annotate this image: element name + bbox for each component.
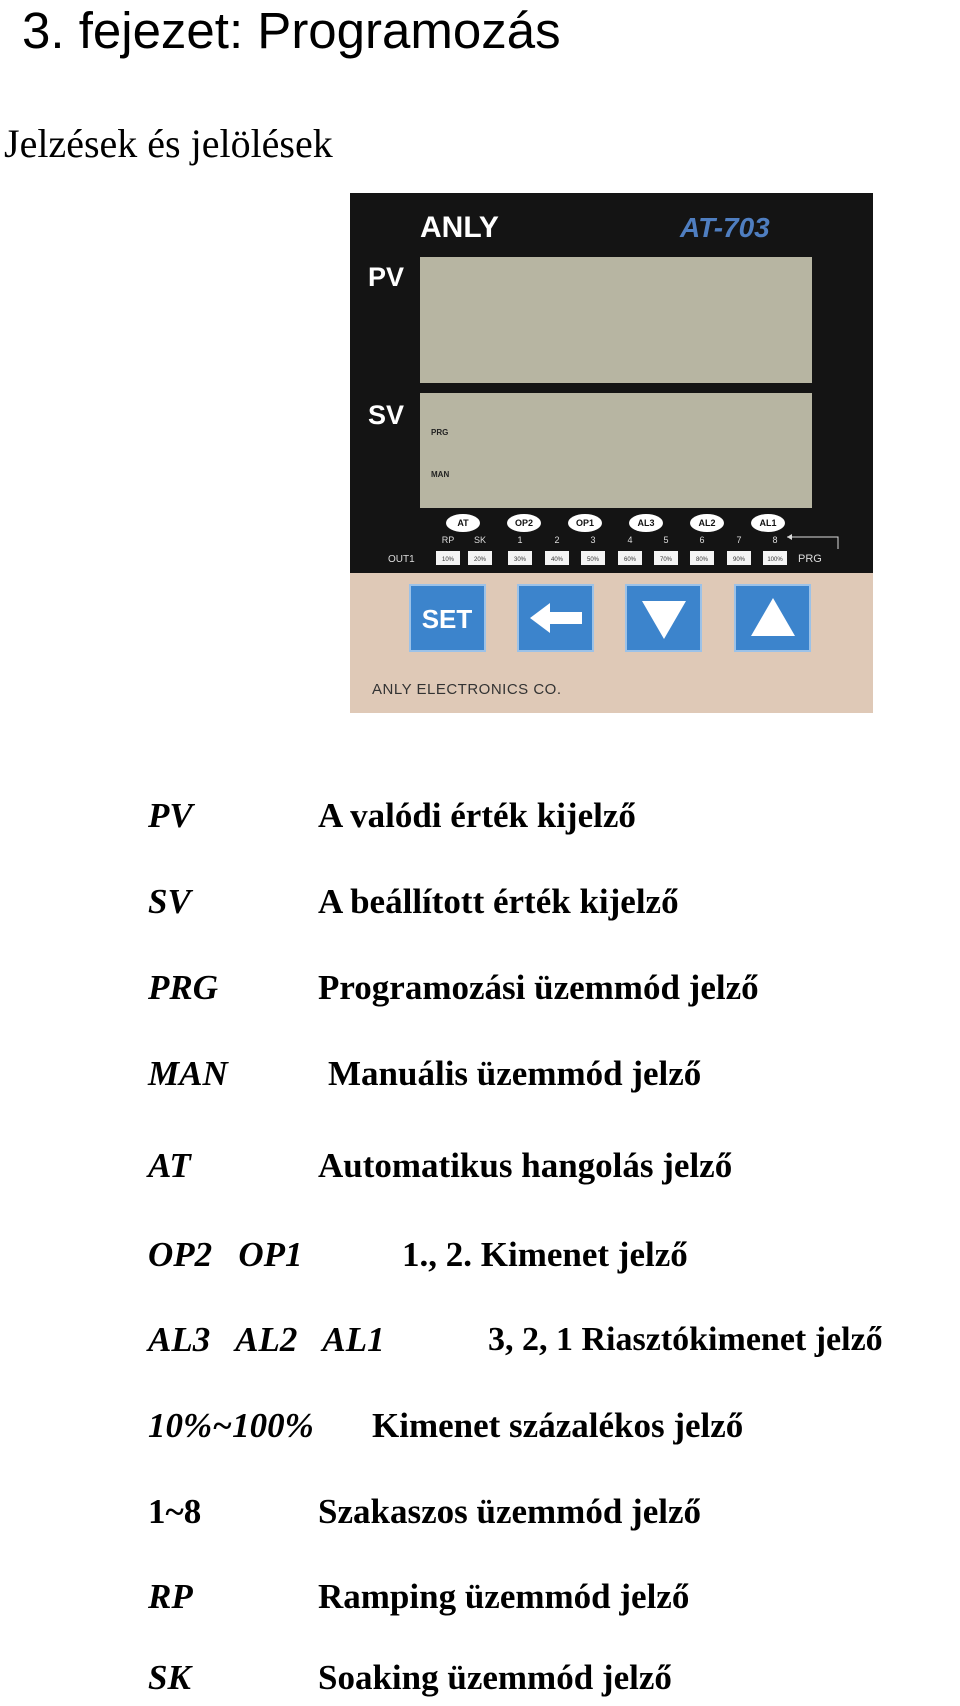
percent-box-label: 50% — [586, 557, 600, 563]
legend-description: Automatikus hangolás jelző — [318, 1146, 733, 1185]
percent-box-label: 10% — [441, 557, 455, 563]
indicator-label: AL3 — [637, 518, 655, 528]
percent-box-label: 80% — [695, 557, 709, 563]
percent-box-label: 40% — [550, 557, 564, 563]
legend-term: AT — [148, 1146, 191, 1185]
set-button-label: SET — [421, 604, 473, 634]
legend-term: OP2 OP1 — [148, 1235, 303, 1274]
percent-box-label: 30% — [513, 557, 527, 563]
legend-description: Programozási üzemmód jelző — [318, 968, 759, 1007]
legend-description: 3, 2, 1 Riasztókimenet jelző — [488, 1321, 883, 1358]
controller-illustration — [350, 193, 873, 713]
model-label: AT-703 — [680, 212, 770, 243]
percent-box-label: 100% — [767, 557, 783, 563]
step-label: 6 — [699, 535, 705, 545]
legend-term: MAN — [148, 1054, 228, 1093]
pv-label: PV — [368, 262, 405, 292]
step-label: 7 — [736, 535, 742, 545]
indicator-label: AT — [457, 518, 469, 528]
indicator-label: AL1 — [759, 518, 777, 528]
legend-term: PV — [148, 796, 193, 835]
legend-term: PRG — [148, 968, 218, 1007]
up-key[interactable] — [735, 585, 810, 651]
man-mode-indicator: MAN — [431, 470, 450, 479]
prg-mode-indicator: PRG — [431, 428, 449, 437]
chapter-title: 3. fejezet: Programozás — [22, 2, 561, 59]
legend-description: Szakaszos üzemmód jelző — [318, 1492, 702, 1531]
step-label: 3 — [590, 535, 596, 545]
percent-box-label: 20% — [473, 557, 487, 563]
step-label: 5 — [663, 535, 669, 545]
sv-display — [420, 393, 812, 508]
indicator-label: OP2 — [514, 518, 534, 528]
controller-front-panel — [350, 193, 873, 713]
legend-description: Ramping üzemmód jelző — [318, 1577, 690, 1616]
legend-term: SK — [148, 1658, 191, 1697]
step-label: 4 — [627, 535, 633, 545]
legend-term: RP — [148, 1577, 193, 1616]
percent-box-label: 90% — [732, 557, 746, 563]
out1-label: OUT1 — [388, 554, 415, 565]
step-label: 1 — [517, 535, 523, 545]
indicator-label: OP1 — [575, 518, 595, 528]
manufacturer-label: ANLY ELECTRONICS CO. — [372, 681, 562, 698]
legend-description: Manuális üzemmód jelző — [328, 1054, 702, 1093]
step-label: RP — [441, 535, 455, 545]
percent-box-label: 70% — [659, 557, 673, 563]
brand-logo: ANLY — [420, 211, 499, 244]
indicator-label: AL2 — [698, 518, 716, 528]
section-title: Jelzések és jelölések — [4, 121, 333, 166]
legend-term: AL3 AL2 AL1 — [148, 1320, 385, 1359]
step-label: SK — [473, 535, 487, 545]
step-label: 8 — [772, 535, 778, 545]
legend-term: 10%~100% — [148, 1406, 314, 1445]
legend-description: A beállított érték kijelző — [318, 882, 679, 921]
legend-term: 1~8 — [148, 1492, 202, 1531]
set-key[interactable] — [410, 585, 485, 651]
percent-box-label: 60% — [623, 557, 637, 563]
legend-term: SV — [148, 882, 191, 921]
prg-step-label: PRG — [798, 553, 822, 565]
step-label: 2 — [554, 535, 560, 545]
pv-display — [420, 257, 812, 383]
legend-description: A valódi érték kijelző — [318, 796, 636, 835]
legend-description: 1., 2. Kimenet jelző — [402, 1235, 688, 1274]
sv-label: SV — [368, 400, 405, 430]
down-key[interactable] — [626, 585, 701, 651]
legend-description: Kimenet százalékos jelző — [372, 1406, 744, 1445]
legend-description: Soaking üzemmód jelző — [318, 1658, 672, 1697]
left-key[interactable] — [518, 585, 593, 651]
